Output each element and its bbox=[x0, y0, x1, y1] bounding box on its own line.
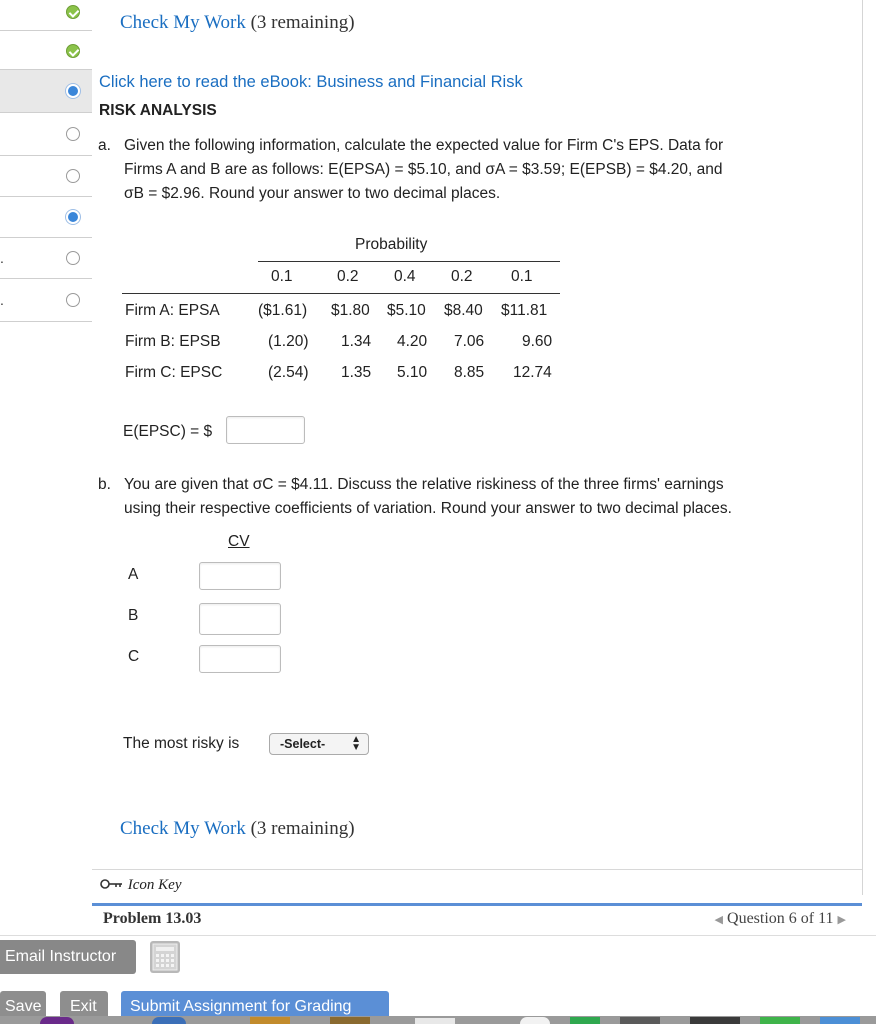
problem-nav-bar bbox=[92, 903, 862, 935]
ebook-link[interactable]: Click here to read the eBook: Business and Financial Risk bbox=[99, 73, 523, 91]
part-a-marker: a. bbox=[98, 137, 111, 154]
check-my-work-link[interactable]: Check My Work bbox=[120, 818, 246, 839]
exit-label: Exit bbox=[70, 998, 97, 1015]
footer-divider bbox=[0, 935, 876, 936]
table-cell: (2.54) bbox=[268, 364, 309, 381]
cv-header: CV bbox=[228, 533, 250, 550]
sidebar-item[interactable] bbox=[0, 113, 92, 156]
empty-circle-icon bbox=[66, 127, 80, 141]
dock-icon[interactable] bbox=[250, 1017, 290, 1024]
question-sidebar bbox=[0, 0, 92, 895]
table-cell: $8.40 bbox=[444, 302, 483, 319]
prob-cell: 0.2 bbox=[337, 268, 359, 285]
completed-check-icon bbox=[66, 44, 80, 58]
check-my-work-link[interactable]: Check My Work bbox=[120, 12, 246, 33]
cv-input-a[interactable] bbox=[199, 562, 281, 590]
current-indicator-icon bbox=[66, 210, 80, 224]
sidebar-item[interactable] bbox=[0, 156, 92, 197]
select-arrows-icon: ▲ ▼ bbox=[351, 734, 361, 753]
eepsc-input[interactable] bbox=[226, 416, 305, 444]
remaining-count: (3 remaining) bbox=[250, 818, 355, 839]
eepsc-label: E(EPSC) = $ bbox=[123, 423, 213, 440]
most-risky-select[interactable] bbox=[269, 733, 369, 755]
icon-key-label: Icon Key bbox=[127, 877, 182, 893]
current-indicator-icon bbox=[66, 84, 80, 98]
email-instructor-button[interactable] bbox=[0, 940, 136, 974]
save-label: Save bbox=[5, 998, 42, 1015]
prev-question-icon[interactable]: ◀ bbox=[714, 914, 724, 926]
question-counter: Question 6 of 11 bbox=[727, 910, 834, 927]
row-label: Firm A: EPSA bbox=[125, 302, 220, 319]
most-risky-label: The most risky is bbox=[123, 735, 240, 752]
table-cell: ($1.61) bbox=[258, 302, 308, 319]
icon-key-rule bbox=[92, 869, 862, 870]
table-cell: 8.85 bbox=[454, 364, 485, 381]
dock-icon[interactable] bbox=[152, 1017, 186, 1024]
cv-label-c: C bbox=[128, 648, 140, 665]
part-a-line-3: σB = $2.96. Round your answer to two decimal places. bbox=[124, 185, 501, 202]
table-cell: $5.10 bbox=[387, 302, 426, 319]
dock-icon[interactable] bbox=[620, 1017, 660, 1024]
sidebar-item-current[interactable] bbox=[0, 70, 92, 113]
part-b-line-1: You are given that σC = $4.11. Discuss the relative riskiness of the three firms' earnings bbox=[124, 476, 724, 493]
probability-header: Probability bbox=[355, 236, 428, 253]
sidebar-item[interactable] bbox=[0, 238, 92, 279]
empty-circle-icon bbox=[66, 169, 80, 183]
empty-circle-icon bbox=[66, 293, 80, 307]
next-question-icon[interactable]: ▶ bbox=[837, 914, 846, 926]
cv-input-b[interactable] bbox=[199, 603, 281, 635]
icon-key[interactable] bbox=[100, 877, 181, 894]
part-a-line-2: Firms A and B are as follows: E(EPSA) = $5.10, and σA = $3.59; E(EPSB) = $4.20, and bbox=[124, 161, 723, 178]
prob-cell: 0.1 bbox=[511, 268, 533, 285]
table-cell: $1.80 bbox=[331, 302, 370, 319]
part-b-marker: b. bbox=[98, 476, 111, 493]
section-title: RISK ANALYSIS bbox=[99, 102, 217, 119]
dock-icon[interactable] bbox=[330, 1017, 370, 1024]
key-icon bbox=[100, 878, 124, 890]
dock-icon[interactable] bbox=[760, 1017, 800, 1024]
question-nav bbox=[715, 910, 846, 928]
prob-cell: 0.2 bbox=[451, 268, 473, 285]
part-a-line-1: Given the following information, calculate the expected value for Firm C's EPS. Data for bbox=[124, 137, 724, 154]
part-b-line-2: using their respective coefficients of variation. Round your answer to two decimal places. bbox=[124, 500, 732, 517]
table-cell: 7.06 bbox=[454, 333, 485, 350]
empty-circle-icon bbox=[66, 251, 80, 265]
completed-check-icon bbox=[66, 5, 80, 19]
sidebar-item[interactable] bbox=[0, 31, 92, 70]
sidebar-item[interactable] bbox=[0, 279, 92, 322]
table-cell: 5.10 bbox=[397, 364, 428, 381]
sidebar-item[interactable] bbox=[0, 197, 92, 238]
dock-icon[interactable] bbox=[690, 1017, 740, 1024]
question-panel bbox=[92, 0, 863, 895]
cv-label-a: A bbox=[128, 566, 139, 583]
table-cell: 12.74 bbox=[513, 364, 552, 381]
check-my-work bbox=[120, 12, 355, 34]
dock-icon[interactable] bbox=[820, 1017, 860, 1024]
dock-icon[interactable] bbox=[570, 1017, 600, 1024]
problem-label: Problem 13.03 bbox=[103, 910, 202, 927]
dock-icon[interactable] bbox=[40, 1017, 74, 1024]
row-label: Firm B: EPSB bbox=[125, 333, 221, 350]
select-value: -Select- bbox=[280, 737, 326, 751]
sidebar-item[interactable] bbox=[0, 0, 92, 31]
table-cell: 9.60 bbox=[522, 333, 553, 350]
header-rule bbox=[258, 261, 560, 262]
email-instructor-label: Email Instructor bbox=[5, 948, 117, 965]
prob-cell: 0.1 bbox=[271, 268, 293, 285]
table-cell: 1.35 bbox=[341, 364, 372, 381]
submit-label: Submit Assignment for Grading bbox=[130, 998, 352, 1015]
cv-input-c[interactable] bbox=[199, 645, 281, 673]
prob-cell: 0.4 bbox=[394, 268, 416, 285]
remaining-count: (3 remaining) bbox=[250, 12, 355, 33]
calculator-icon[interactable] bbox=[150, 941, 180, 973]
sidebar-fragment: . bbox=[0, 292, 4, 308]
table-cell: $11.81 bbox=[501, 302, 548, 319]
check-my-work-bottom bbox=[120, 818, 355, 840]
table-cell: 1.34 bbox=[341, 333, 372, 350]
dock-icon[interactable] bbox=[520, 1017, 550, 1024]
row-label: Firm C: EPSC bbox=[125, 364, 223, 381]
dock-icon[interactable] bbox=[415, 1018, 455, 1024]
cv-label-b: B bbox=[128, 607, 139, 624]
header-rule bbox=[122, 293, 560, 294]
table-cell: 4.20 bbox=[397, 333, 428, 350]
sidebar-fragment: . bbox=[0, 250, 4, 266]
table-cell: (1.20) bbox=[268, 333, 309, 350]
